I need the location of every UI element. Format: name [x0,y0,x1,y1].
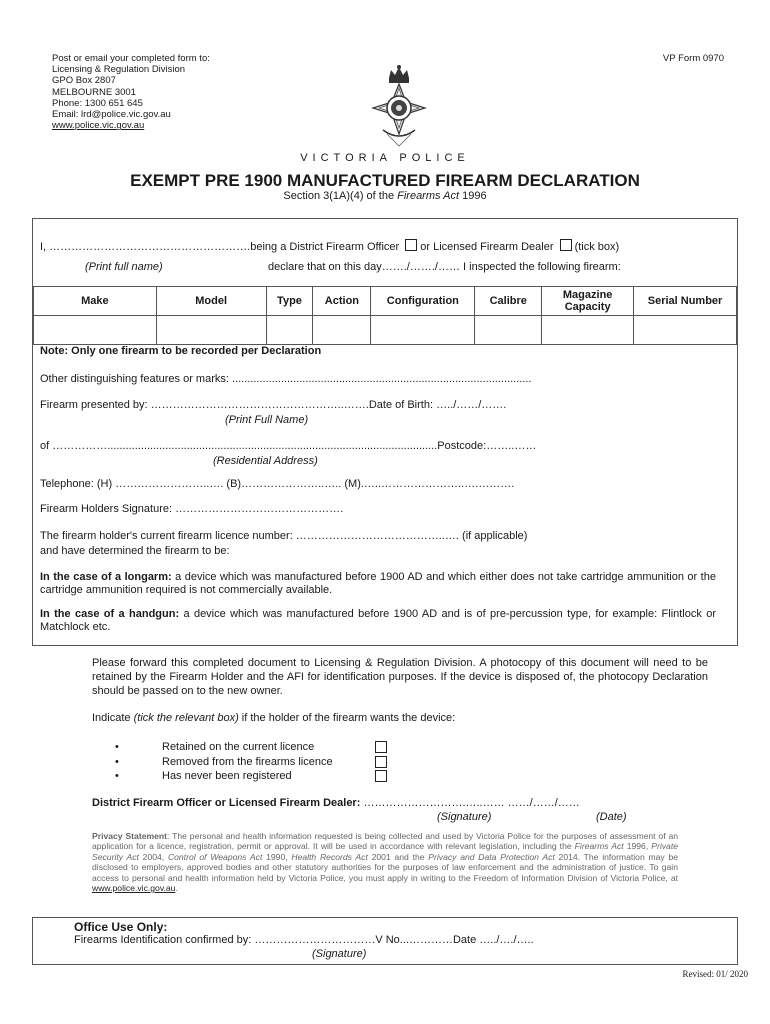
privacy-text: 1996, [623,841,652,852]
tick-box-label: (tick box) [574,241,620,253]
declarant-name-field[interactable]: I, ……………………………………………….being a District Firearm Officer [40,241,400,253]
subtitle-act: Firearms Act [397,190,460,202]
act-name: Firearms Act [574,841,624,852]
handgun-paragraph [40,608,716,634]
indicate-line [92,712,455,724]
address-line: Licensing & Regulation Division [52,64,186,76]
table-header-row [34,287,737,316]
organisation-name: VICTORIA POLICE [300,152,470,164]
determined-text: and have determined the firearm to be: [40,545,230,557]
handgun-text: a device which was manufactured before 1900 AD and is of pre-percussion type, for example: Flintlock or Matchlock etc. [40,608,717,633]
telephone-field[interactable]: Telephone: (H) ……………………..…. (B)…………………..….. (M).…..…………………..….………. [40,478,515,490]
note-text: Note: Only one firearm to be recorded per Declaration [40,345,322,357]
column-header: Make [34,287,157,316]
privacy-text: . [175,883,178,894]
date-caption: (Date) [596,811,627,823]
inspection-date-line[interactable]: declare that on this day……./……./…… I inspected the following firearm: [268,261,621,273]
act-name: Private Security Act [92,841,678,862]
dealer-checkbox[interactable] [560,239,572,251]
act-name: Privacy and Data Protection Act [428,851,555,862]
residential-address-caption: (Residential Address) [213,455,318,467]
privacy-label: Privacy Statement [92,831,168,841]
act-name: Health Records Act [291,851,368,862]
office-signature-caption: (Signature) [312,948,367,960]
address-line: MELBOURNE 3001 [52,86,136,98]
act-name: Control of Weapons Act [167,851,263,862]
serial-number-cell[interactable] [634,316,737,345]
bullet: • [115,741,119,753]
calibre-cell[interactable] [475,316,542,345]
column-header: Action [313,287,371,316]
column-header: Magazine Capacity [542,287,634,316]
indicate-italic: (tick the relevant box) [133,712,239,724]
form-number: VP Form 0970 [662,53,724,64]
bullet: • [115,755,119,768]
licence-number-field[interactable]: The firearm holder's current firearm licence number: …………………………………..…. (if applicable) [40,530,528,542]
privacy-website-link[interactable]: www.police.vic.gov.au [92,883,176,894]
magazine-capacity-cell[interactable] [542,316,634,345]
dfo-signature-field[interactable]: ……………………….…..…… ……/……/…… [360,797,580,809]
column-header: Serial Number [634,287,737,316]
features-field[interactable]: Other distinguishing features or marks: .................................................................................................. [40,373,532,385]
option-label: Has never been registered [162,770,292,782]
signature-caption: (Signature) [437,811,492,823]
handgun-label: In the case of a handgun: [40,608,180,620]
form-subtitle [0,190,770,202]
indicate-prefix: Indicate [92,712,134,724]
website-link[interactable]: www.police.vic.gov.au [52,120,145,132]
address-line: GPO Box 2807 [52,75,116,87]
longarm-label: In the case of a longarm: [40,571,172,583]
firearm-table [33,286,737,345]
police-crest-logo [363,64,435,150]
column-header: Calibre [475,287,542,316]
option-label: Retained on the current licence [162,741,315,753]
revision-date: Revised: 01/ 2020 [682,969,748,979]
column-header: Type [266,287,313,316]
privacy-text: 2004, [138,851,168,862]
privacy-statement [92,831,678,893]
type-cell[interactable] [266,316,313,345]
holder-signature-field[interactable]: Firearm Holders Signature: ………………………………………. [40,503,344,515]
form-title: EXEMPT PRE 1900 MANUFACTURED FIREARM DECLARATION [130,171,640,190]
dfo-label: District Firearm Officer or Licensed Firearm Dealer: [92,797,361,809]
address-line: Post or email your completed form to: [52,53,210,64]
privacy-text: 2014. The information may be disclosed to employers, approved bodies and other statutory authorities for the purposes of law enforcement and the administration of justice. To gain access to personal and health information held by Victoria Police, you must apply in writing to the Freedom of Information Division of Victoria Police, at [92,851,679,883]
indicate-suffix: if the holder of the firearm wants the device: [238,712,456,724]
dfo-checkbox[interactable] [405,239,417,251]
declarant-line [40,239,619,253]
action-cell[interactable] [313,316,371,345]
never-registered-checkbox[interactable] [375,770,387,782]
column-header: Model [156,287,266,316]
address-field[interactable]: of ……………............................................................................................................Postcode:……..…… [40,440,537,452]
subtitle-section: Section 3(1A)(4) of the [283,190,398,202]
email-line: Email: lrd@police.vic.gov.au [52,109,171,121]
dfo-signature-line [92,797,580,809]
office-use-title: Office Use Only: [74,920,168,934]
configuration-cell[interactable] [371,316,475,345]
presented-by-field[interactable]: Firearm presented by: ……………………………………………..…….Date of Birth: …../……/……. [40,399,507,411]
subtitle-year: 1996 [459,190,487,202]
print-name-caption: (Print full name) [85,261,163,273]
postal-address-block [52,53,210,131]
removed-checkbox[interactable] [375,756,387,768]
longarm-paragraph [40,571,716,597]
table-row [34,316,737,345]
privacy-text: 1990, [262,851,292,862]
column-header: Configuration [371,287,475,316]
privacy-text: : The personal and health information requested is being collected and used by Victoria Police for the purposes of assessment of an application for a licence, registration, permit or approval. It will be used in accordance with relevant legislation, including the [92,831,679,852]
longarm-text: a device which was manufactured before 1900 AD and which either does not take cartridge ammunition or the cartridge ammunition required is not commercially available. [40,571,716,596]
bullet: • [115,770,119,782]
phone-line: Phone: 1300 651 645 [52,97,143,109]
licensed-dealer-label: or Licensed Firearm Dealer [420,241,554,253]
make-cell[interactable] [34,316,157,345]
model-cell[interactable] [156,316,266,345]
print-full-name-caption: (Print Full Name) [225,414,309,426]
retained-checkbox[interactable] [375,741,387,753]
option-label: Removed from the firearms licence [162,755,333,768]
privacy-text: 2001 and the [367,851,429,862]
forwarding-instructions: Please forward this completed document to Licensing & Regulation Division. A photocopy of this document will need to be retained by the Firearm Holder and the AFI for identification purposes. If the device is disposed of, the photocopy Declaration should be passed on to the new owner. [92,657,708,697]
office-confirmation-field[interactable]: Firearms Identification confirmed by: ……………………………V No...…………Date …../…./….. [74,934,534,946]
